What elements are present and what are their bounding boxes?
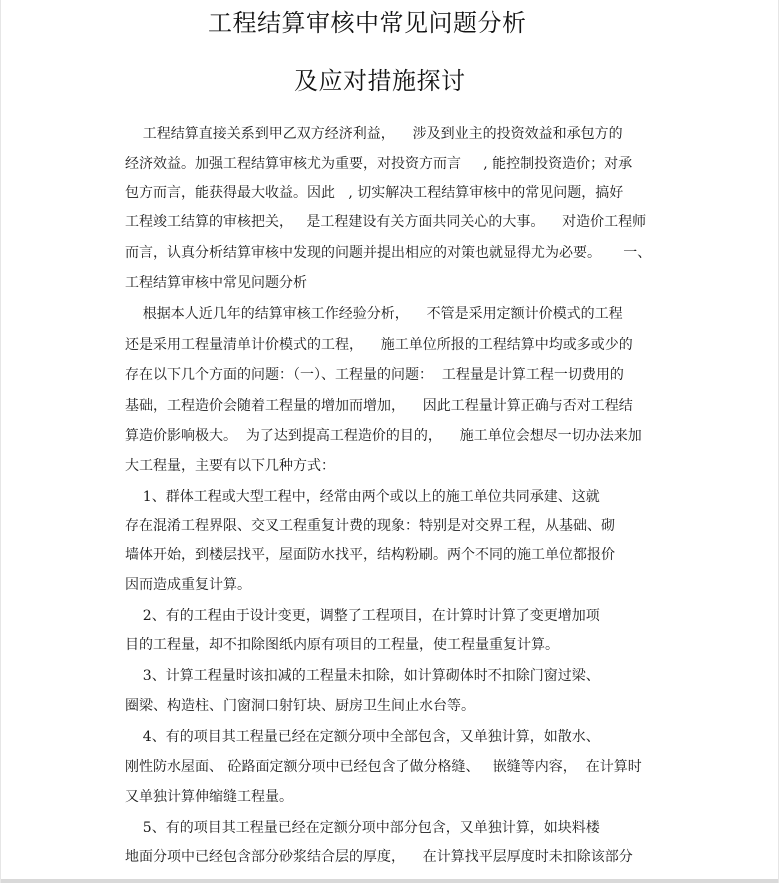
list-item-1-line: 因而造成重复计算。 bbox=[125, 577, 251, 593]
list-item-5-line: 5、有的项目其工程量已经在定额分项中部分包含，又单独计算，如块料楼 bbox=[125, 820, 600, 836]
section-heading: 工程结算审核中常见问题分析 bbox=[125, 275, 307, 291]
list-item-4-line: 4、有的项目其工程量已经在定额分项中全部包含，又单独计算，如散水、 bbox=[125, 729, 600, 745]
list-item-5-line: 地面分项中已经包含部分砂浆结合层的厚度， 在计算找平层厚度时未扣除该部分 bbox=[125, 849, 633, 865]
list-item-2-line: 2、有的工程由于设计变更，调整了工程项目，在计算时计算了变更增加项 bbox=[125, 608, 600, 624]
body-text-line: 基础，工程造价会随着工程量的增加而增加， 因此工程量计算正确与否对工程结 bbox=[125, 398, 633, 414]
document-title-line-2: 及应对措施探讨 bbox=[294, 67, 466, 95]
list-item-2-line: 目的工程量，却不扣除图纸内原有项目的工程量，使工程量重复计算。 bbox=[125, 637, 559, 653]
body-text-line: 工程竣工结算的审核把关， 是工程建设有关方面共同关心的大事。 对造价工程师 bbox=[125, 214, 647, 230]
body-text-line: 大工程量，主要有以下几种方式： bbox=[125, 458, 335, 474]
list-item-3-line: 3、计算工程量时该扣减的工程量未扣除，如计算砌体时不扣除门窗过梁、 bbox=[125, 668, 600, 684]
list-item-1-line: 存在混淆工程界限、交叉工程重复计费的现象：特别是对交界工程，从基础、砌 bbox=[125, 518, 615, 534]
body-text-line: 还是采用工程量清单计价模式的工程， 施工单位所报的工程结算中均或多或少的 bbox=[125, 337, 633, 353]
body-text-line: 存在以下几个方面的问题：（一）、工程量的问题： 工程量是计算工程一切费用的 bbox=[125, 367, 624, 383]
body-text-line: 根据本人近几年的结算审核工作经验分析， 不管是采用定额计价模式的工程 bbox=[125, 306, 623, 322]
document-title-line-1: 工程结算审核中常见问题分析 bbox=[208, 9, 527, 37]
list-item-1-line: 1、群体工程或大型工程中，经常由两个或以上的施工单位共同承建、这就 bbox=[125, 489, 600, 505]
list-item-1-line: 墙体开始，到楼层找平，屋面防水找平，结构粉刷。两个不同的施工单位都报价 bbox=[125, 547, 615, 563]
page-bottom-edge bbox=[1, 879, 779, 883]
list-item-4-line: 刚性防水屋面、 砼路面定额分项中已经包含了做分格缝、 嵌缝等内容， 在计算时 bbox=[125, 759, 642, 775]
body-text-line: 包方而言，能获得最大收益。因此 , 切实解决工程结算审核中的常见问题，搞好 bbox=[125, 185, 624, 201]
body-text-line: 经济效益。加强工程结算审核尤为重要，对投资方而言 , 能控制投资造价；对承 bbox=[125, 156, 633, 172]
list-item-3-line: 圈梁、构造柱、门窗洞口射钉块、厨房卫生间止水台等。 bbox=[125, 698, 475, 714]
list-item-4-line: 又单独计算伸缩缝工程量。 bbox=[125, 789, 293, 805]
body-text-line: 工程结算直接关系到甲乙双方经济利益， 涉及到业主的投资效益和承包方的 bbox=[125, 126, 623, 142]
body-text-line: 而言，认真分析结算审核中发现的问题并提出相应的对策也就显得尤为必要。 一、 bbox=[125, 245, 652, 261]
body-text-line: 算造价影响极大。 为了达到提高工程造价的目的， 施工单位会想尽一切办法来加 bbox=[125, 428, 642, 444]
